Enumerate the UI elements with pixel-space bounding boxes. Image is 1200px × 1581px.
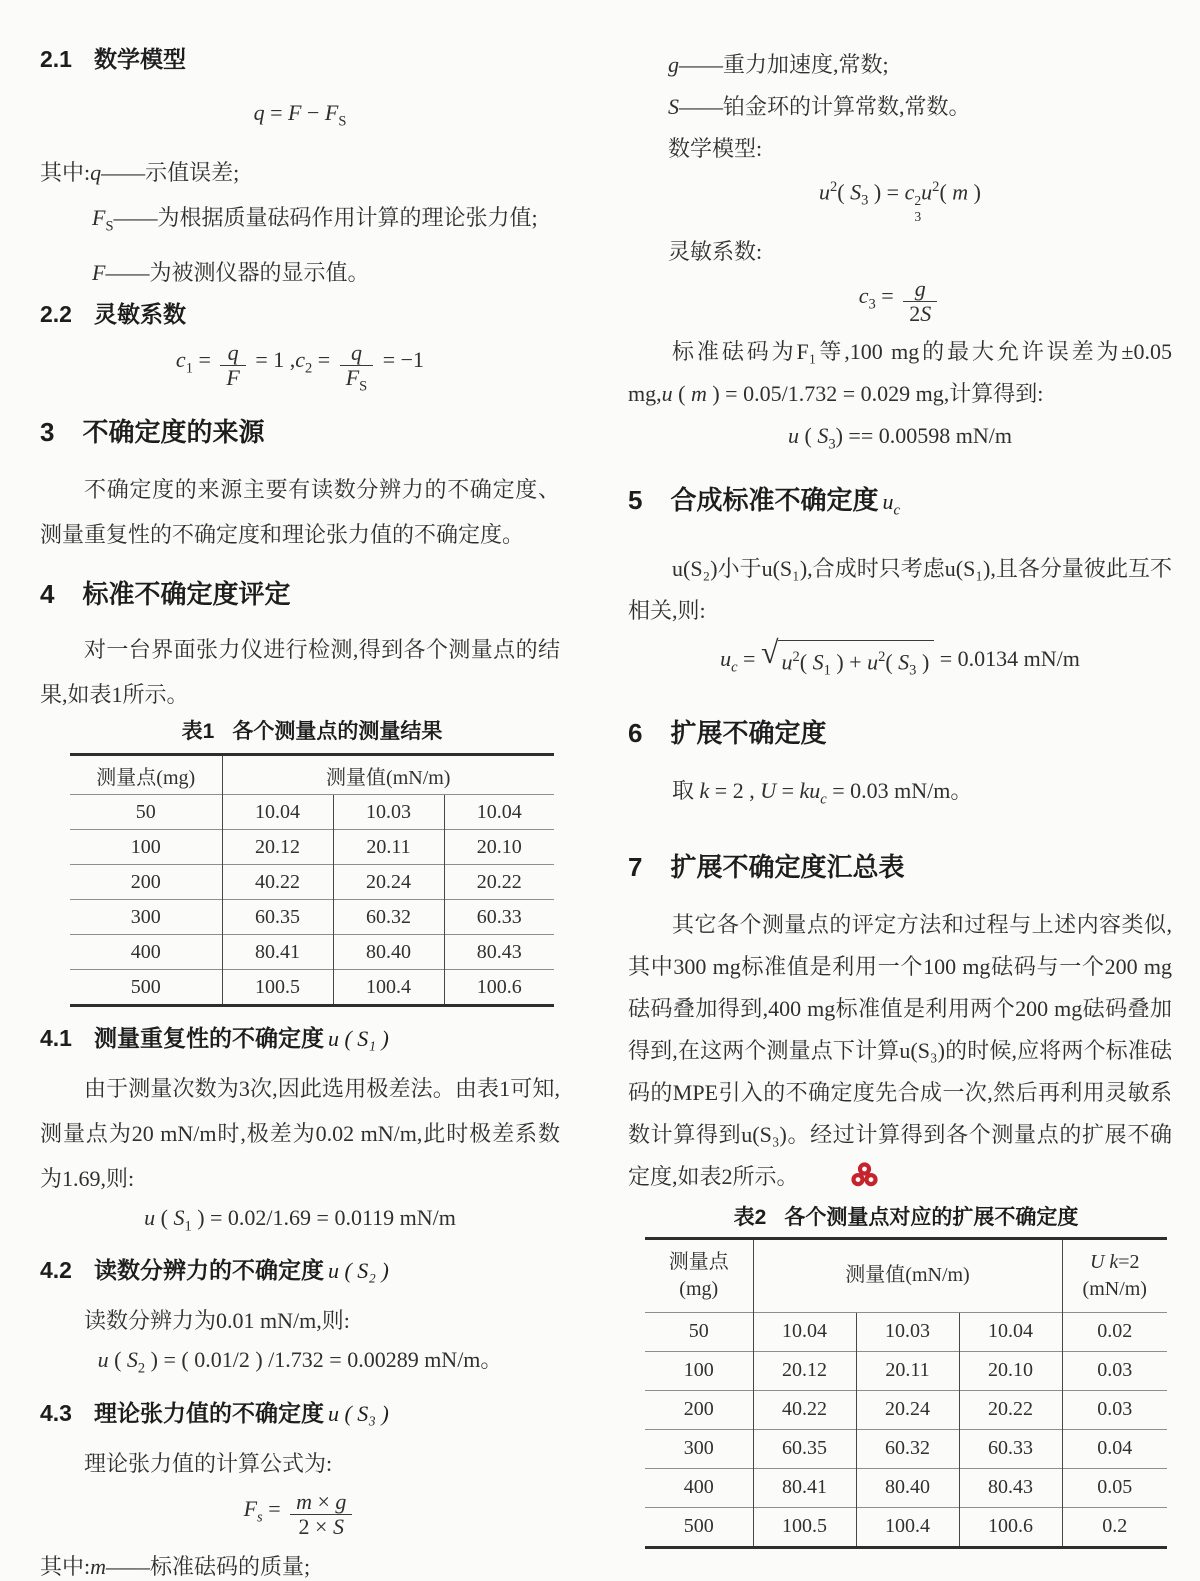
- fraction: [903, 277, 937, 327]
- section-number: 6: [628, 717, 643, 748]
- table-cell: 400: [70, 935, 222, 970]
- table-caption-text: 各个测量点的测量结果: [232, 720, 443, 744]
- text-run: 其中:: [40, 1554, 91, 1580]
- math-run: c: [175, 346, 186, 372]
- table-cell: 0.04: [1062, 1429, 1167, 1468]
- table-row: [70, 865, 554, 900]
- section-title: 测量重复性的不确定度: [93, 1025, 324, 1052]
- math-run: m: [296, 1488, 312, 1514]
- formula-fs: [40, 1490, 560, 1540]
- heading-4-3: [40, 1398, 560, 1429]
- math-run: F: [324, 100, 339, 125]
- math-run: =2: [1118, 1250, 1140, 1273]
- math-run: g: [914, 275, 926, 301]
- table-cell: 100.6: [959, 1507, 1062, 1547]
- fraction: [290, 1490, 352, 1540]
- table-cell: 20.12: [222, 830, 333, 865]
- math-run: u: [97, 1347, 109, 1373]
- table-row: [70, 900, 554, 935]
- table-cell: 100.6: [444, 970, 554, 1006]
- paragraph: u(S₂)小于u(S₁),合成时只考虑u(S₁),且各分量彼此互不相关,则:: [628, 555, 1172, 623]
- math-run: 2: [909, 301, 921, 327]
- section-number: 2.2: [40, 300, 72, 327]
- math-run: =: [312, 346, 336, 372]
- math-run: u: [819, 179, 830, 205]
- math-run: S: [812, 649, 824, 675]
- column-header-line: (mN/m): [1082, 1277, 1147, 1300]
- table-1-caption: [70, 717, 554, 747]
- text-run: ——示值误差;: [101, 160, 240, 186]
- math-run: [290, 1514, 352, 1540]
- table-row: [70, 935, 554, 970]
- table-row: [645, 1390, 1167, 1429]
- left-column: [40, 0, 560, 1581]
- section-number: 4.1: [40, 1025, 72, 1052]
- heading-math: [882, 489, 900, 519]
- formula-u-s3-result: [628, 421, 1172, 459]
- paragraph: [628, 770, 1172, 820]
- math-sub: 3: [909, 662, 917, 679]
- math-run: (: [672, 381, 691, 407]
- heading-math: u ( S₁ ): [327, 1026, 389, 1052]
- text-run: =: [776, 777, 800, 803]
- text-run: 其中:: [40, 160, 91, 186]
- math-run: q: [227, 339, 239, 365]
- table-cell: 300: [70, 900, 222, 935]
- math-run: u: [882, 489, 894, 515]
- text-run: = 2 ,: [709, 777, 761, 803]
- table-row: [645, 1351, 1167, 1390]
- formula-c3: [628, 277, 1172, 327]
- math-sub: 3: [828, 436, 836, 453]
- math-sub: c: [893, 502, 900, 519]
- table-cell: 80.41: [222, 935, 333, 970]
- table-cell: 10.04: [959, 1312, 1062, 1351]
- table-cell: 10.03: [333, 795, 444, 830]
- section-title: 标准不确定度评定: [82, 579, 291, 610]
- math-run: q: [253, 100, 265, 125]
- table-cell: 500: [70, 970, 222, 1006]
- heading-math: u ( S₃ ): [327, 1400, 389, 1426]
- section-number: 5: [628, 485, 643, 516]
- table-caption-text: 各个测量点对应的扩展不确定度: [784, 1205, 1079, 1229]
- math-run: (: [108, 1347, 127, 1373]
- paragraph: 由于测量次数为3次,因此选用极差法。由表1可知,测量点为20 mN/m时,极差为0.02 mN/m,此时极差系数为1.69,则:: [40, 1076, 560, 1192]
- table-cell: 100: [70, 830, 222, 865]
- table-cell: 10.03: [856, 1312, 959, 1351]
- table-row: [645, 1429, 1167, 1468]
- table-row: [645, 1312, 1167, 1351]
- table-1-body: [70, 795, 554, 1006]
- text-run: ——铂金环的计算常数,常数。: [679, 94, 971, 119]
- right-column: [628, 0, 1172, 1549]
- fraction: [340, 341, 374, 395]
- section-title: 不确定度的来源: [82, 417, 265, 448]
- math-sub: s: [257, 1509, 263, 1526]
- section-number: 2.1: [40, 46, 72, 72]
- table-row: [70, 830, 554, 865]
- math-sub: c: [731, 659, 738, 676]
- heading-5: [628, 483, 1172, 527]
- section-title: 扩展不确定度: [670, 717, 827, 748]
- section-number: 7: [628, 851, 643, 882]
- text-run: ——重力加速度,常数;: [679, 52, 889, 77]
- math-run: U k: [1089, 1250, 1119, 1273]
- section-title: 合成标准不确定度: [670, 485, 879, 516]
- table-cell: 0.03: [1062, 1351, 1167, 1390]
- math-run: F: [92, 205, 106, 231]
- text-run: 标准砝码为F₁等,100 mg的最大允许误差为±0.05 mg,: [628, 339, 1172, 407]
- table-cell: 10.04: [444, 795, 554, 830]
- math-run: [290, 1490, 352, 1515]
- math-run: S: [817, 423, 829, 449]
- table-cell: 0.05: [1062, 1468, 1167, 1507]
- text-run: 取: [672, 777, 700, 803]
- section-title: 扩展不确定度汇总表: [670, 851, 905, 882]
- math-run: u: [720, 645, 732, 671]
- table-row: [70, 795, 554, 830]
- table-cell: 20.24: [856, 1390, 959, 1429]
- column-header: [645, 1238, 753, 1312]
- table-cell: 80.41: [753, 1468, 856, 1507]
- heading-6: [628, 716, 1172, 750]
- text-run: ——为根据质量砝码作用计算的理论张力值;: [113, 205, 538, 231]
- text-run: ) = 0.05/1.732 = 0.029 mg,计算得到:: [706, 381, 1044, 407]
- math-run: u: [144, 1205, 156, 1231]
- text-run: = 0.03 mN/m。: [826, 777, 973, 803]
- math-run: = 0.0134 mN/m: [934, 645, 1080, 671]
- math-run: S: [126, 1347, 138, 1373]
- math-sup: 2: [914, 193, 922, 209]
- table-cell: 200: [645, 1390, 753, 1429]
- math-run: S: [898, 649, 910, 675]
- table-cell: 100.4: [333, 970, 444, 1006]
- heading-7: [628, 850, 1172, 884]
- heading-4-2: [40, 1255, 560, 1286]
- math-run: (: [799, 649, 813, 675]
- math-sup: 2: [792, 648, 800, 665]
- math-run: c: [904, 179, 915, 205]
- math-sub: 3: [861, 192, 869, 209]
- table-row: [645, 1507, 1167, 1547]
- math-run: m: [690, 381, 707, 407]
- definition-line: [628, 86, 1172, 128]
- math-run: q: [350, 339, 362, 365]
- table-cell: 0.02: [1062, 1312, 1167, 1351]
- definition-list: [40, 150, 560, 294]
- section-title: 数学模型: [93, 46, 186, 72]
- paragraph: 对一台界面张力仪进行检测,得到各个测量点的结果,如表1所示。: [40, 637, 560, 708]
- table-caption-label: 表2: [733, 1205, 767, 1229]
- table-cell: 400: [645, 1468, 753, 1507]
- math-sub: 1: [185, 360, 193, 377]
- math-run: ) = 0.02/1.69 = 0.0119 mN/m: [191, 1205, 456, 1231]
- formula-q-model: [40, 98, 560, 136]
- definition-line: [40, 250, 560, 295]
- table-cell: 20.12: [753, 1351, 856, 1390]
- paragraph: [628, 331, 1172, 415]
- column-header-line: 测量点: [668, 1250, 729, 1273]
- heading-math: u ( S₂ ): [327, 1258, 389, 1284]
- math-run: g: [335, 1488, 347, 1514]
- table-header-row: [645, 1238, 1167, 1312]
- table-cell: 500: [645, 1507, 753, 1547]
- math-run: [903, 301, 937, 327]
- table-cell: 20.10: [959, 1351, 1062, 1390]
- label-math-model: 数学模型:: [668, 136, 763, 161]
- radicand: [778, 640, 934, 686]
- math-run: ×: [312, 1488, 336, 1514]
- table-cell: 20.10: [444, 830, 554, 865]
- math-run: c: [295, 346, 306, 372]
- math-run: ): [968, 179, 981, 205]
- square-root: [760, 634, 934, 686]
- definition-list: [628, 44, 1172, 128]
- section-title: 灵敏系数: [93, 300, 186, 327]
- math-run: F: [288, 100, 302, 125]
- math-sub: S: [359, 378, 368, 395]
- math-sub: 1: [184, 1218, 192, 1235]
- section-number: 4.2: [40, 1257, 72, 1284]
- math-sub: c: [820, 790, 827, 807]
- math-run: u: [781, 649, 793, 675]
- math-sub: 3: [914, 209, 922, 225]
- table-cell: 50: [70, 795, 222, 830]
- table-1: [70, 753, 554, 1007]
- label-sensitivity: 灵敏系数:: [668, 238, 763, 264]
- definition-line: [40, 1544, 560, 1581]
- math-run: (: [837, 179, 851, 205]
- heading-2-1: [40, 44, 560, 74]
- math-run: 2 ×: [298, 1514, 333, 1540]
- table-cell: 60.32: [333, 900, 444, 935]
- table-row: [645, 1468, 1167, 1507]
- math-run: u: [921, 179, 933, 205]
- table-cell: 60.33: [959, 1429, 1062, 1468]
- math-run: F: [220, 365, 245, 391]
- math-run: u: [661, 381, 673, 407]
- table-cell: 80.40: [333, 935, 444, 970]
- column-header: [1062, 1238, 1167, 1312]
- section-number: 4.3: [40, 1399, 72, 1426]
- math-run: [340, 365, 374, 395]
- math-sub: 2: [137, 1360, 146, 1377]
- math-run: =: [262, 1495, 287, 1521]
- math-run: u: [867, 649, 879, 675]
- math-run: S: [668, 94, 679, 119]
- heading-4: [40, 577, 560, 611]
- table-cell: 300: [645, 1429, 753, 1468]
- table-caption-label: 表1: [181, 720, 215, 744]
- table-cell: 100.4: [856, 1507, 959, 1547]
- math-run: c: [858, 282, 869, 308]
- column-header: 测量值(mN/m): [222, 755, 554, 795]
- formula-sensitivity-c1-c2: [40, 341, 560, 395]
- table-row: [70, 970, 554, 1006]
- table-cell: 20.11: [333, 830, 444, 865]
- table-2-caption: [645, 1203, 1167, 1233]
- math-run: k: [699, 777, 710, 803]
- math-run: F: [345, 365, 360, 391]
- table-cell: 40.22: [753, 1390, 856, 1429]
- heading-4-1: [40, 1023, 560, 1054]
- math-run: S: [173, 1205, 185, 1231]
- math-run: m: [952, 179, 969, 205]
- math-run: (: [885, 649, 899, 675]
- table-cell: 100.5: [222, 970, 333, 1006]
- column-header-line: (mg): [679, 1277, 719, 1300]
- math-run: ku: [799, 777, 821, 803]
- table-cell: 60.32: [856, 1429, 959, 1468]
- table-header-row: [70, 755, 554, 795]
- section-number: 4: [40, 579, 55, 610]
- formula-uc: [628, 634, 1172, 686]
- table-cell: 50: [645, 1312, 753, 1351]
- formula-u2-s3: [628, 172, 1172, 225]
- radical-sign: √: [760, 634, 779, 670]
- table-cell: 60.35: [753, 1429, 856, 1468]
- math-run: =: [264, 100, 288, 125]
- math-run: = 1 ,: [249, 346, 296, 372]
- math-run: F: [243, 1495, 258, 1521]
- table-cell: 20.22: [959, 1390, 1062, 1429]
- column-header: 测量点(mg): [96, 766, 196, 789]
- math-run: F: [92, 259, 106, 285]
- table-cell: 100.5: [753, 1507, 856, 1547]
- table-2-header: [645, 1238, 1167, 1312]
- table-cell: 80.43: [444, 935, 554, 970]
- math-run: ) = ( 0.01/2 ) /1.732 = 0.00289 mN/m。: [145, 1347, 503, 1373]
- math-run: ): [916, 649, 930, 675]
- fraction: [220, 341, 245, 391]
- definition-line: [40, 195, 560, 249]
- column-header-line: [1063, 1249, 1168, 1276]
- math-sub: 1: [823, 662, 831, 679]
- math-run: (: [799, 423, 818, 449]
- math-run: = −1: [377, 346, 425, 372]
- math-run: S: [332, 1514, 344, 1540]
- math-run: S: [920, 301, 932, 327]
- math-run: ) == 0.00598 mN/m: [835, 423, 1012, 449]
- section-title: 理论张力值的不确定度: [93, 1399, 324, 1426]
- table-cell: 200: [70, 865, 222, 900]
- math-run: m: [90, 1554, 107, 1580]
- section-number: 3: [40, 417, 55, 448]
- math-run: u: [788, 423, 800, 449]
- heading-3: [40, 415, 560, 449]
- math-sub: S: [338, 113, 347, 130]
- math-sub: 3: [868, 296, 876, 313]
- math-sup: 2: [932, 179, 940, 195]
- table-cell: 80.43: [959, 1468, 1062, 1507]
- math-run: S: [850, 179, 862, 205]
- math-run: (: [939, 179, 953, 205]
- table-cell: 0.03: [1062, 1390, 1167, 1429]
- article-end-icon: [807, 1159, 878, 1201]
- table-cell: 20.11: [856, 1351, 959, 1390]
- table-cell: 100: [645, 1351, 753, 1390]
- formula-u-s2: [40, 1345, 560, 1383]
- table-cell: 60.35: [222, 900, 333, 935]
- math-run: −: [301, 100, 325, 125]
- table-cell: 0.2: [1062, 1507, 1167, 1547]
- text-run: ——为被测仪器的显示值。: [105, 259, 370, 285]
- math-run: g: [668, 52, 679, 77]
- heading-2-2: [40, 299, 560, 329]
- definition-line: [628, 44, 1172, 86]
- math-run: (: [155, 1205, 174, 1231]
- paragraph: [628, 904, 1172, 1201]
- table-cell: 40.22: [222, 865, 333, 900]
- formula-u-s1: [40, 1203, 560, 1241]
- table-2-body: [645, 1312, 1167, 1547]
- math-sup: 2: [830, 179, 838, 195]
- table-2: [645, 1237, 1167, 1549]
- paragraph: 不确定度的来源主要有读数分辨力的不确定度、测量重复性的不确定度和理论张力值的不确定度。: [40, 477, 560, 548]
- math-run: =: [875, 282, 900, 308]
- math-run: ) +: [830, 649, 868, 675]
- math-run: =: [737, 645, 761, 671]
- math-sup: 2: [878, 648, 886, 665]
- math-run: q: [90, 160, 102, 186]
- table-cell: 60.33: [444, 900, 554, 935]
- table-cell: 10.04: [222, 795, 333, 830]
- math-run: ) =: [868, 179, 905, 205]
- table-cell: 10.04: [753, 1312, 856, 1351]
- section-title: 读数分辨力的不确定度: [93, 1257, 324, 1284]
- table-cell: 20.24: [333, 865, 444, 900]
- math-sub: S: [105, 218, 114, 235]
- table-1-header: [70, 755, 554, 795]
- column-header: 测量值(mN/m): [753, 1238, 1062, 1312]
- math-run: =: [192, 346, 217, 372]
- paragraph: 读数分辨力为0.01 mN/m,则:: [84, 1308, 350, 1334]
- table-cell: 80.40: [856, 1468, 959, 1507]
- paragraph: 理论张力值的计算公式为:: [84, 1450, 333, 1476]
- math-sub: 2: [305, 360, 313, 377]
- text-run: ——标准砝码的质量;: [106, 1554, 311, 1580]
- definition-line: [40, 150, 560, 195]
- text-run: 其它各个测量点的评定方法和过程与上述内容类似,其中300 mg标准值是利用一个100 mg砝码与一个200 mg砝码叠加得到,400 mg标准值是利用两个200 mg砝码叠加得到,在这两个测量点下计算u(S₃)的时候,应将两个标准砝码的MPE引入的不确定度先合成一次,然后再利用灵敏系数计算得到u(S₃)。经过计算得到各个测量点的扩展不确定度,如表2所示。: [628, 911, 1172, 1189]
- table-cell: 20.22: [444, 865, 554, 900]
- math-run: U: [760, 777, 777, 803]
